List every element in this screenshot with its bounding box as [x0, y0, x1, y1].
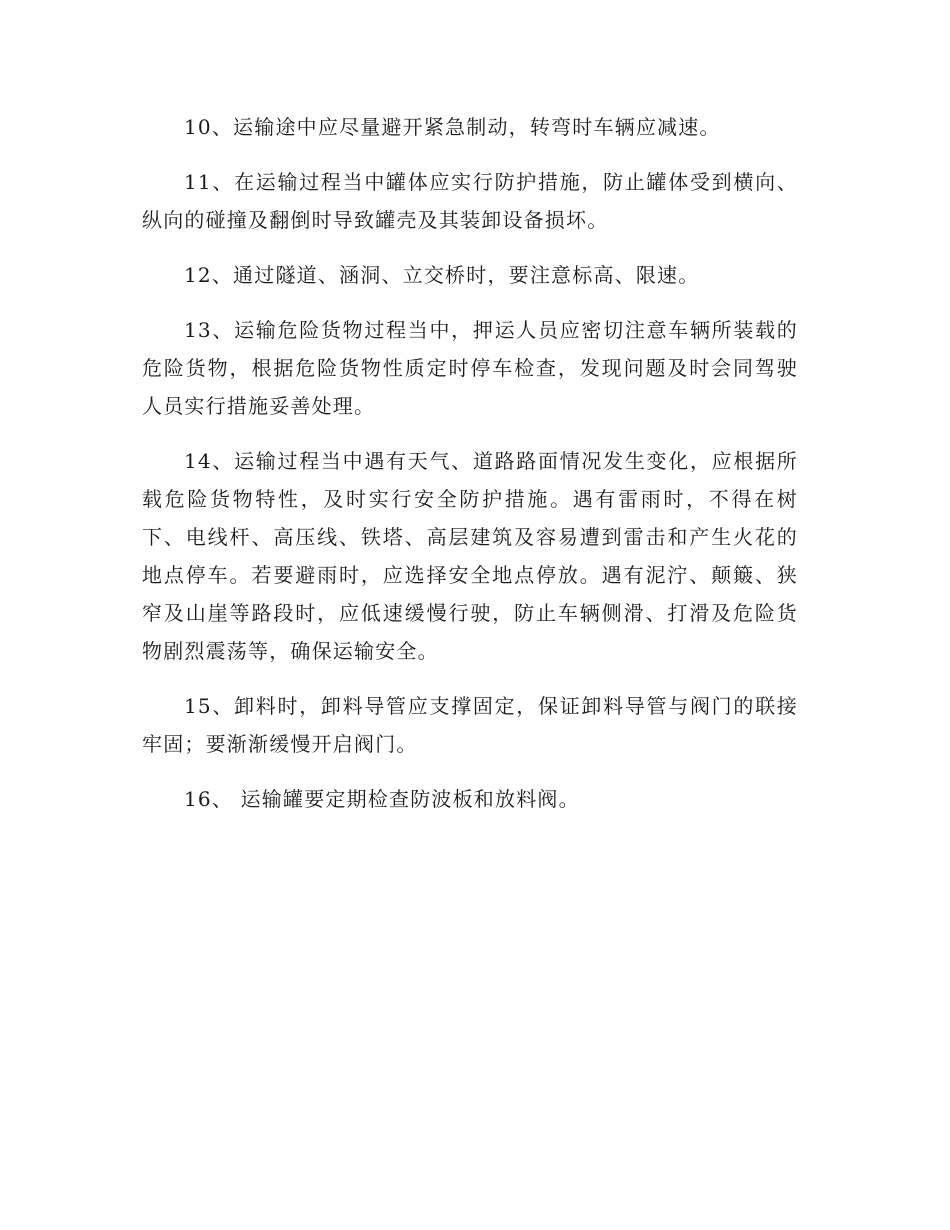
paragraph-11: 11、在运输过程当中罐体应实行防护措施，防止罐体受到横向、纵向的碰撞及翻倒时导致罐壳及其装卸设备损坏。 [142, 170, 798, 232]
paragraph-12: 12、通过隧道、涵洞、立交桥时，要注意标高、限速。 [184, 263, 700, 287]
paragraph-13: 13、运输危险货物过程当中，押运人员应密切注意车辆所装载的危险货物，根据危险货物性质定时停车检查，发现问题及时会同驾驶人员实行措施妥善处理。 [142, 318, 798, 418]
paragraph-15: 15、卸料时，卸料导管应支撑固定，保证卸料导管与阀门的联接牢固；要渐渐缓慢开启阀门。 [142, 694, 798, 756]
document-body [142, 108, 798, 835]
paragraph-16: 16、 运输罐要定期检查防波板和放料阀。 [184, 787, 580, 811]
paragraph-10: 10、运输途中应尽量避开紧急制动，转弯时车辆应减速。 [184, 115, 721, 139]
paragraph-14: 14、运输过程当中遇有天气、道路路面情况发生变化，应根据所载危险货物特性，及时实行安全防护措施。遇有雷雨时，不得在树下、电线杆、高压线、铁塔、高层建筑及容易遭到雷击和产生火花的地点停车。若要避雨时，应选择安全地点停放。遇有泥泞、颠簸、狭窄及山崖等路段时，应低速缓慢行驶，防止车辆侧滑、打滑及危险货物剧烈震荡等，确保运输安全。 [142, 449, 798, 663]
